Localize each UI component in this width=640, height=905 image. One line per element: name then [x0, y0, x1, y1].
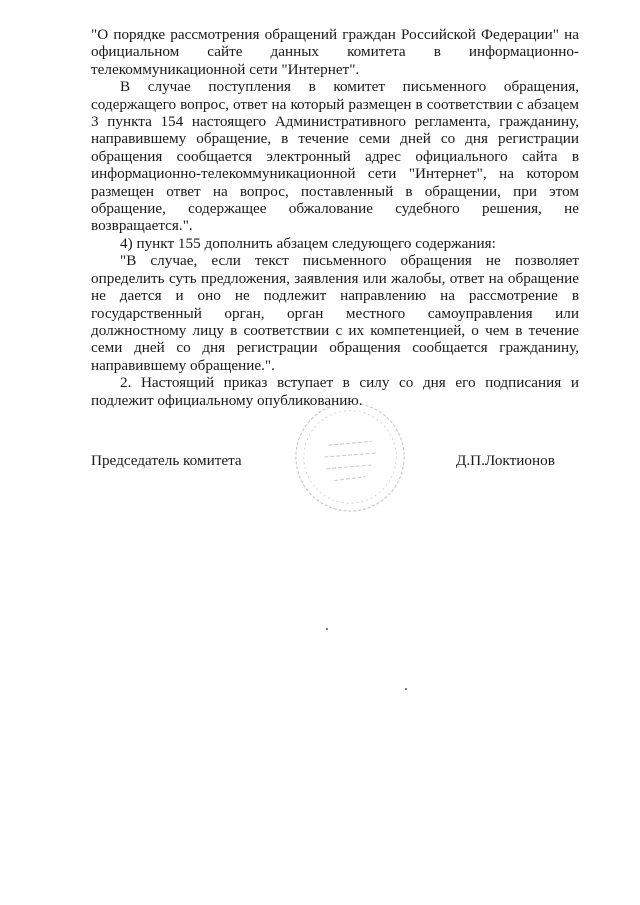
- document-body: [91, 26, 579, 409]
- seal-text-strokes: [324, 441, 375, 480]
- paragraph-item-2-effective: 2. Настоящий приказ вступает в силу со дня его подписания и подлежит официальному опубликованию.: [91, 374, 579, 409]
- signatory-name: Д.П.Локтионов: [456, 452, 555, 469]
- paragraph-case-unclear-text: "В случае, если текст письменного обращения не позволяет определить суть предложения, заявления или жалобы, ответ на обращение не дается и оно не подлежит направлению на рассмотрение в государственный орган, орган местного самоуправления или должностному лицу в соответствии с их компетенцией, о чем в течение семи дней со дня регистрации обращения сообщается гражданину, направившему обращение.".: [91, 252, 579, 374]
- seal-outer-ring: [296, 403, 404, 511]
- official-seal-icon: [291, 398, 409, 516]
- scan-speck: [405, 688, 407, 690]
- paragraph-item-4: 4) пункт 155 дополнить абзацем следующего содержания:: [120, 234, 496, 252]
- paragraph-case-answer-posted: В случае поступления в комитет письменного обращения, содержащего вопрос, ответ на который размещен в соответствии с абзацем 3 пункта 154 настоящего Административного регламента, гражданину, направившему обращение, в течение семи дней со дня регистрации обращения сообщается электронный адрес официального сайта в информационно-телекоммуникационной сети "Интернет", на котором размещен ответ на вопрос, поставленный в обращении, при этом обращение, содержащее обжалование судебного решения, не возвращается.".: [91, 78, 579, 235]
- signatory-position: Председатель комитета: [91, 452, 242, 469]
- seal-inner-ring: [304, 411, 396, 503]
- scan-speck: [326, 628, 328, 630]
- paragraph-continuation: "О порядке рассмотрения обращений граждан Российской Федерации" на официальном сайте данных комитета в информационно-телекоммуникационной сети "Интернет".: [91, 26, 579, 78]
